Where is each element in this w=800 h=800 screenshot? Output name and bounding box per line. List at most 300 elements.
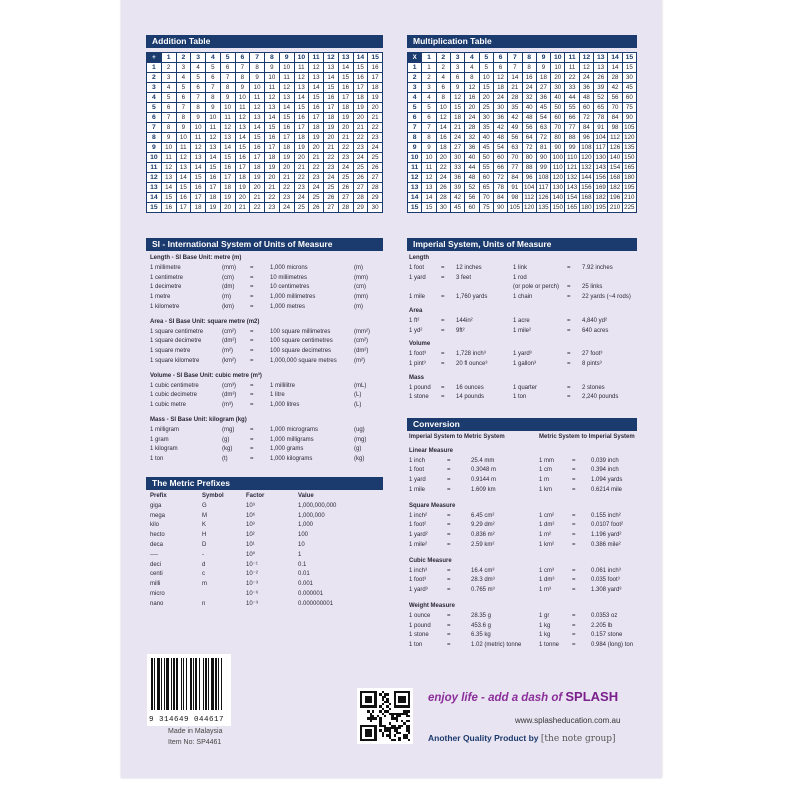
table-cell: 80 — [551, 133, 565, 143]
table-cell: 23 — [338, 153, 353, 163]
table-cell: 26 — [324, 193, 339, 203]
header-cell: 14 — [353, 53, 368, 63]
header-cell: 6 — [235, 53, 250, 63]
row-header-cell: 5 — [408, 103, 422, 113]
table-cell: 4 — [422, 93, 436, 103]
table-cell: 28 — [353, 193, 368, 203]
table-cell: 19 — [279, 153, 294, 163]
header-cell: 14 — [608, 53, 622, 63]
row-cell: 1 foot — [409, 264, 425, 271]
table-cell: 9 — [536, 63, 550, 73]
header-cell: 1 — [422, 53, 436, 63]
table-cell: 56 — [522, 123, 536, 133]
table-cell: 23 — [265, 203, 280, 213]
row-cell: Prefix — [150, 493, 167, 499]
row-cell: 100 square centimetres — [270, 338, 333, 345]
table-cell: 11 — [220, 113, 235, 123]
row-cell: 1,000,000 — [298, 512, 325, 519]
table-cell: 12 — [220, 123, 235, 133]
row-cell: 1 m — [539, 477, 550, 484]
table-cell: 27 — [450, 143, 464, 153]
table-cell: 120 — [581, 154, 592, 161]
table-cell: 8 — [465, 73, 479, 83]
row-cell: 10 millimetres — [270, 274, 308, 281]
row-cell: 1 yd² — [409, 327, 423, 334]
table-cell: 25 — [353, 163, 368, 173]
table-cell: 24 — [294, 193, 309, 203]
conversion-row — [409, 512, 637, 522]
row-header-cell: 3 — [147, 83, 162, 93]
table-cell: 20 — [338, 123, 353, 133]
row-header-cell: 6 — [147, 113, 162, 123]
table-cell: 17 — [250, 153, 265, 163]
header-cell: 9 — [279, 53, 294, 63]
group-heading: Length — [409, 255, 429, 261]
table-cell: 19 — [294, 143, 309, 153]
row-cell: (cm) — [354, 284, 366, 291]
table-cell: 98 — [608, 123, 622, 133]
row-cell: = — [567, 351, 571, 358]
table-cell: 88 — [565, 133, 579, 143]
table-cell: 13 — [220, 133, 235, 143]
prefixes-section — [150, 492, 382, 610]
table-cell: 12 — [265, 93, 280, 103]
table-cell: 16 — [235, 153, 250, 163]
group-heading: Square Measure — [409, 502, 456, 509]
row-cell: 7.92 inches — [582, 264, 613, 271]
table-cell: 60 — [493, 153, 507, 163]
table-cell: 16 — [338, 83, 353, 93]
table-cell: 15 — [161, 193, 176, 203]
table-cell: 18 — [250, 163, 265, 173]
table-cell: 8 — [191, 103, 206, 113]
table-cell: 117 — [594, 143, 608, 153]
row-cell: 1 yard² — [409, 532, 428, 539]
table-cell: 9 — [235, 83, 250, 93]
imperial-row — [409, 293, 637, 303]
table-cell: 22 — [324, 153, 339, 163]
table-cell: 1 — [422, 63, 436, 73]
table-cell: 35 — [508, 103, 522, 113]
row-cell: 1 m³ — [539, 587, 551, 594]
table-cell: 150 — [624, 154, 635, 161]
table-row — [408, 123, 637, 133]
table-cell: 36 — [450, 173, 464, 183]
row-cell: Symbol — [202, 493, 224, 499]
conversion-section — [409, 433, 637, 651]
table-cell: 143 — [566, 184, 578, 191]
row-cell: 0.000000001 — [298, 600, 334, 607]
row-cell: 1,000 micrograms — [270, 426, 319, 433]
table-cell: 66 — [493, 163, 507, 173]
table-cell: 20 — [324, 133, 339, 143]
row-cell: (m) — [354, 264, 363, 271]
table-cell: 24 — [579, 73, 593, 83]
table-row — [408, 203, 637, 213]
row-cell: 1 gallon³ — [513, 360, 537, 367]
row-header-cell: 1 — [147, 63, 162, 73]
row-cell: 1,000 metres — [270, 303, 306, 310]
row-header-cell: 6 — [408, 113, 422, 123]
row-cell: = — [250, 303, 254, 310]
row-cell: 1 ton — [513, 394, 527, 401]
table-cell: 16 — [265, 133, 280, 143]
row-cell: = — [250, 402, 254, 409]
table-cell: 16 — [368, 63, 383, 73]
table-cell: 45 — [479, 143, 493, 153]
row-cell: 1 cm² — [539, 512, 554, 519]
prefixes-title: The Metric Prefixes — [146, 477, 383, 490]
table-cell: 14 — [309, 83, 324, 93]
row-cell: = — [567, 317, 571, 324]
table-cell: 21 — [235, 203, 250, 213]
row-cell: 0.0353 oz — [591, 612, 618, 619]
row-cell: 27 foot³ — [582, 351, 603, 358]
table-cell: 30 — [479, 113, 493, 123]
table-cell: 15 — [324, 83, 339, 93]
row-cell: 10 centimetres — [270, 284, 310, 291]
row-cell: 1,000 — [298, 522, 314, 529]
table-row — [147, 183, 383, 193]
table-cell: 20 — [235, 193, 250, 203]
si-row — [150, 445, 382, 455]
table-cell: 45 — [622, 83, 636, 93]
row-cell: = — [447, 567, 451, 574]
row-cell: 1.609 km — [471, 486, 496, 493]
table-cell: 27 — [338, 193, 353, 203]
table-cell: 2 — [422, 73, 436, 83]
table-cell: 78 — [493, 183, 507, 193]
row-cell: 100 square millimetres — [270, 328, 331, 335]
prefix-row — [150, 590, 382, 600]
row-cell: (m²) — [222, 348, 233, 355]
row-cell: 100 — [298, 532, 309, 539]
si-row — [150, 455, 382, 465]
row-cell: deci — [150, 561, 162, 568]
table-cell: 12 — [436, 113, 450, 123]
table-cell: 15 — [309, 93, 324, 103]
imperial-row — [409, 274, 637, 284]
table-cell: 8 — [220, 83, 235, 93]
table-cell: 21 — [309, 153, 324, 163]
row-cell: = — [447, 577, 451, 584]
row-cell: 1 mm — [539, 457, 554, 464]
row-cell: = — [572, 567, 576, 574]
header-cell: 6 — [493, 53, 507, 63]
row-cell: = — [441, 327, 445, 334]
table-cell: 17 — [324, 103, 339, 113]
table-cell: 11 — [250, 93, 265, 103]
si-row — [150, 347, 382, 357]
table-cell: 20 — [294, 153, 309, 163]
row-header-cell: 3 — [408, 83, 422, 93]
table-cell: 5 — [176, 83, 191, 93]
row-cell: 16.4 cm³ — [471, 567, 495, 574]
table-cell: 81 — [536, 143, 550, 153]
table-cell: 30 — [551, 83, 565, 93]
table-cell: 225 — [624, 204, 635, 211]
barcode-number: 9 314649 044617 — [149, 716, 225, 724]
table-cell: 17 — [176, 203, 191, 213]
row-cell: (L) — [354, 392, 362, 399]
row-cell: 10⁻³ — [246, 581, 258, 588]
table-cell: 16 — [324, 93, 339, 103]
table-cell: 140 — [609, 154, 621, 161]
table-cell: 17 — [368, 73, 383, 83]
table-row — [147, 203, 383, 213]
row-cell: 1 acre — [513, 317, 530, 324]
table-cell: 11 — [176, 143, 191, 153]
header-cell: 10 — [294, 53, 309, 63]
table-cell: 28 — [465, 123, 479, 133]
table-cell: 27 — [324, 203, 339, 213]
row-cell: 1 cubic decimetre — [150, 392, 198, 399]
table-cell: 36 — [579, 83, 593, 93]
header-cell: 12 — [324, 53, 339, 63]
conversion-row — [409, 622, 637, 632]
table-cell: 84 — [493, 193, 507, 203]
si-row — [150, 436, 382, 446]
table-cell: 9 — [422, 143, 436, 153]
table-row — [147, 173, 383, 183]
table-cell: 105 — [509, 204, 520, 211]
row-header-cell: 4 — [408, 93, 422, 103]
table-cell: 17 — [353, 83, 368, 93]
table-cell: 12 — [161, 163, 176, 173]
table-cell: 16 — [176, 193, 191, 203]
header-cell: 13 — [338, 53, 353, 63]
row-cell: 1 inch — [409, 457, 426, 464]
row-cell: 9ft² — [456, 327, 465, 334]
table-cell: 12 — [279, 83, 294, 93]
table-cell: 42 — [493, 123, 507, 133]
si-row — [150, 264, 382, 274]
table-cell: 8 — [250, 63, 265, 73]
quality-text: Another Quality Product by — [428, 733, 539, 743]
table-cell: 4 — [176, 73, 191, 83]
table-cell: 23 — [294, 183, 309, 193]
table-cell: 18 — [368, 83, 383, 93]
table-cell: 77 — [508, 163, 522, 173]
row-cell: 0.394 inch — [591, 467, 619, 474]
table-cell: 16 — [191, 183, 206, 193]
table-cell: 22 — [565, 73, 579, 83]
table-cell: 14 — [608, 63, 622, 73]
table-cell: 7 — [161, 113, 176, 123]
table-cell: 21 — [250, 193, 265, 203]
row-cell: 0.3048 m — [471, 467, 497, 474]
row-header-cell: 11 — [147, 163, 162, 173]
row-cell: (m) — [354, 303, 363, 310]
table-cell: 49 — [508, 123, 522, 133]
table-cell: 45 — [536, 103, 550, 113]
row-cell: = — [447, 541, 451, 548]
table-cell: 11 — [294, 63, 309, 73]
table-cell: 108 — [581, 144, 592, 151]
row-cell: = — [572, 541, 576, 548]
table-cell: 20 — [220, 203, 235, 213]
row-cell: 1 square centimetre — [150, 328, 204, 335]
row-cell: 2 stones — [582, 384, 605, 391]
table-cell: 20 — [436, 153, 450, 163]
row-cell: 1 foot² — [409, 522, 427, 529]
row-cell: 640 acres — [582, 327, 609, 334]
row-cell: 0.1 — [298, 561, 307, 568]
table-cell: 22 — [368, 123, 383, 133]
barcode-bars-icon — [151, 658, 227, 710]
row-header-cell: 13 — [408, 183, 422, 193]
table-header-row — [147, 53, 383, 63]
table-cell: 14 — [220, 143, 235, 153]
row-cell: = — [250, 348, 254, 355]
si-row — [150, 303, 382, 313]
table-cell: 9 — [250, 73, 265, 83]
table-cell: 26 — [353, 173, 368, 183]
row-cell: 0.0107 foot² — [591, 522, 624, 529]
conversion-row — [409, 576, 637, 586]
table-cell: 10 — [191, 123, 206, 133]
table-cell: 168 — [581, 194, 592, 201]
table-cell: 64 — [522, 133, 536, 143]
row-cell: = — [441, 274, 445, 281]
table-cell: 28 — [608, 73, 622, 83]
imperial-row — [409, 350, 637, 360]
conversion-row — [409, 466, 637, 476]
row-cell: = — [572, 577, 576, 584]
row-cell: 1,000 milligrams — [270, 436, 314, 443]
row-cell: = — [572, 532, 576, 539]
table-cell: 14 — [206, 153, 221, 163]
table-cell: 99 — [536, 163, 550, 173]
table-cell: 50 — [551, 103, 565, 113]
table-cell: 52 — [465, 183, 479, 193]
row-cell: = — [250, 446, 254, 453]
table-cell: 20 — [551, 73, 565, 83]
table-cell: 63 — [536, 123, 550, 133]
row-cell: (t) — [222, 456, 228, 463]
row-cell: 10⁻⁶ — [246, 590, 259, 597]
addition-table-title: Addition Table — [146, 35, 383, 48]
tagline — [428, 689, 618, 704]
row-cell: 1,000,000 square metres — [270, 357, 337, 364]
table-cell: 16 — [220, 163, 235, 173]
row-cell: 1 km — [539, 486, 553, 493]
conversion-row — [409, 457, 637, 467]
row-cell: 1 decimetre — [150, 284, 182, 291]
table-cell: 120 — [552, 174, 563, 181]
table-cell: 29 — [353, 203, 368, 213]
row-cell: hecto — [150, 532, 165, 539]
table-cell: 72 — [536, 133, 550, 143]
table-row — [147, 193, 383, 203]
table-cell: 8 — [436, 93, 450, 103]
table-cell: 8 — [161, 123, 176, 133]
table-cell: 66 — [565, 113, 579, 123]
si-row — [150, 328, 382, 338]
si-section — [150, 254, 382, 465]
table-cell: 22 — [294, 173, 309, 183]
table-cell: 154 — [566, 194, 578, 201]
imperial-row — [409, 327, 637, 337]
table-cell: 30 — [493, 103, 507, 113]
table-cell: 11 — [565, 63, 579, 73]
row-cell: = — [572, 642, 576, 649]
row-cell: 1 quarter — [513, 384, 538, 391]
table-cell: 70 — [551, 123, 565, 133]
row-cell: = — [250, 328, 254, 335]
row-cell: = — [250, 357, 254, 364]
row-cell: 6.35 kg — [471, 632, 491, 639]
row-cell: H — [202, 532, 207, 539]
row-cell: 144in² — [456, 317, 473, 324]
conversion-subheadings — [409, 433, 637, 443]
row-cell: 0.155 inch² — [591, 512, 621, 519]
table-cell: 15 — [191, 173, 206, 183]
row-cell: 1 kilometre — [150, 303, 180, 310]
row-header-cell: 15 — [408, 203, 422, 213]
table-cell: 5 — [206, 63, 221, 73]
conversion-row — [409, 612, 637, 622]
right-subheading: Metric System to Imperial System — [539, 434, 635, 440]
table-cell: 60 — [622, 93, 636, 103]
row-cell: 1.308 yard³ — [591, 587, 622, 594]
row-cell: deca — [150, 541, 164, 548]
imperial-section — [409, 254, 637, 403]
row-cell: (mm) — [354, 294, 368, 301]
table-cell: 21 — [450, 123, 464, 133]
row-cell: = — [572, 477, 576, 484]
table-cell: 33 — [450, 163, 464, 173]
table-cell: 29 — [368, 193, 383, 203]
table-cell: 36 — [465, 143, 479, 153]
table-row — [408, 103, 637, 113]
row-cell: 14 pounds — [456, 394, 485, 401]
row-cell: D — [202, 541, 207, 548]
table-cell: 45 — [450, 203, 464, 213]
table-cell: 19 — [206, 203, 221, 213]
table-cell: 110 — [551, 163, 565, 173]
table-cell: 105 — [624, 124, 635, 131]
table-cell: 10 — [250, 83, 265, 93]
row-cell: (cm) — [222, 274, 234, 281]
header-cell: 13 — [594, 53, 608, 63]
row-cell: 1 foot — [409, 467, 425, 474]
row-header-cell: 8 — [147, 133, 162, 143]
table-cell: 14 — [176, 173, 191, 183]
row-header-cell: 7 — [408, 123, 422, 133]
row-cell: 16 ounces — [456, 384, 484, 391]
group-heading: Area - SI Base Unit: square metre (m2) — [150, 318, 260, 325]
table-cell: 17 — [265, 143, 280, 153]
table-cell: 19 — [309, 133, 324, 143]
table-cell: 12 — [465, 83, 479, 93]
table-cell: 26 — [338, 183, 353, 193]
table-cell: 14 — [250, 123, 265, 133]
row-cell: 0.01 — [298, 571, 310, 578]
table-cell: 48 — [493, 133, 507, 143]
table-cell: 72 — [522, 143, 536, 153]
table-cell: 112 — [522, 193, 536, 203]
table-cell: 5 — [191, 73, 206, 83]
table-cell: 182 — [609, 184, 621, 191]
table-cell: 84 — [508, 173, 522, 183]
table-cell: 6 — [220, 63, 235, 73]
table-cell: 28 — [338, 203, 353, 213]
table-row — [408, 143, 637, 153]
imperial-row — [409, 283, 637, 293]
table-cell: 18 — [265, 153, 280, 163]
table-cell: 182 — [595, 194, 606, 201]
